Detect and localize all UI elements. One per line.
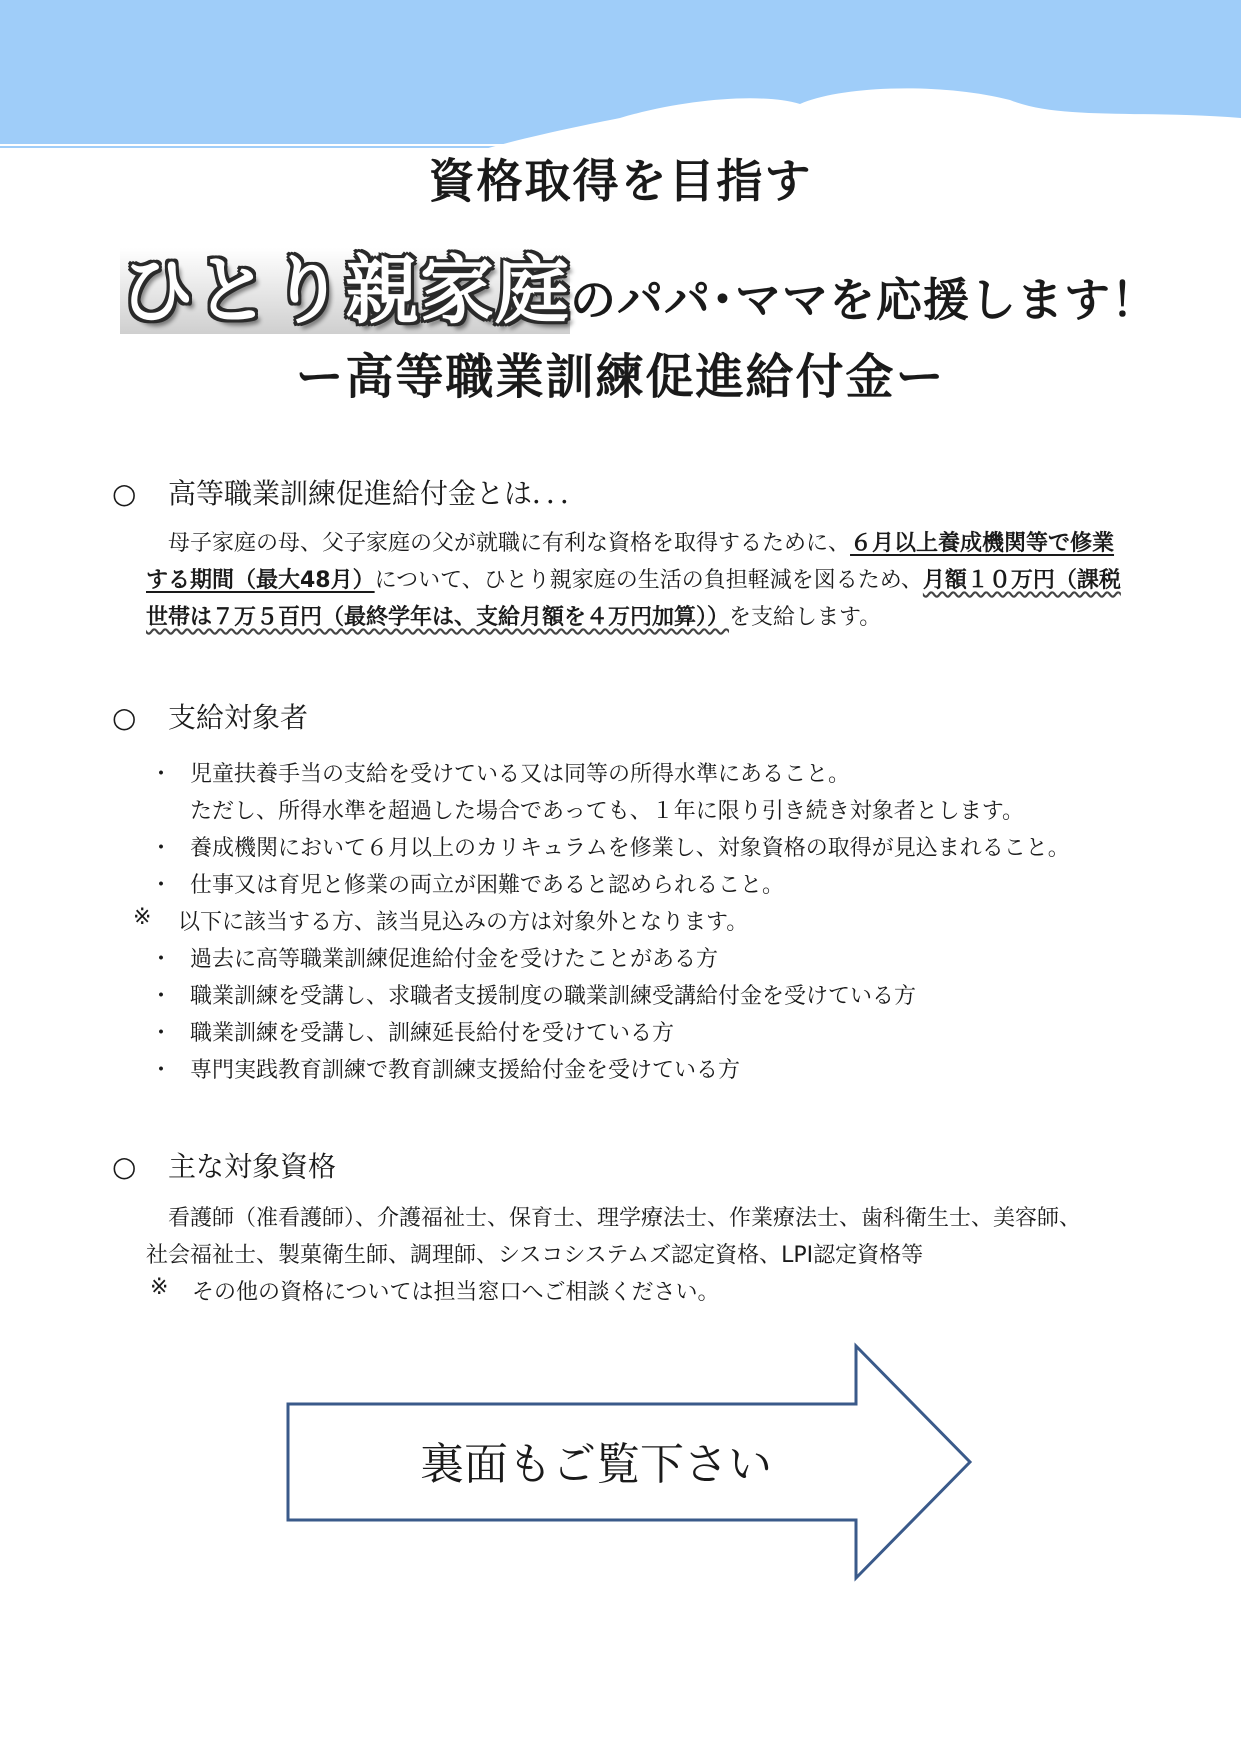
qualifications-line-2: 社会福祉士、製菓衛生師、調理師、シスコシステムズ認定資格、LPI認定資格等: [146, 1243, 924, 1268]
qualifications-line-1: 看護師（准看護師）、介護福祉士、保育士、理学療法士、作業療法士、歯科衛生士、美容師、: [168, 1206, 1082, 1231]
excluded-item: 専門実践教育訓練で教育訓練支援給付金を受けている方: [190, 1058, 741, 1083]
eligibility-item: 仕事又は育児と修業の両立が困難であると認められること。: [190, 873, 785, 898]
see-back-label: 裏面もご覧下さい: [420, 1439, 772, 1490]
excluded-item: 職業訓練を受講し、訓練延長給付を受けている方: [190, 1021, 675, 1046]
about-highlight-period: ６月以上養成機関等で修業する期間（最大48月）: [146, 531, 1115, 593]
eligibility-item: ただし、所得水準を超過した場合であっても、１年に限り引き続き対象者とします。: [190, 799, 1025, 824]
sky-cloud-background: [0, 0, 1241, 260]
title-line-3: ー高等職業訓練促進給付金ー: [295, 349, 946, 405]
about-text-c: について、ひとり親家庭の生活の負担軽減を図るため、: [374, 568, 923, 593]
excluded-item: 職業訓練を受講し、求職者支援制度の職業訓練受講給付金を受けている方: [190, 984, 917, 1009]
qualifications-note: その他の資格については担当窓口へご相談ください。: [192, 1280, 720, 1305]
eligibility-item: 児童扶養手当の支給を受けている又は同等の所得水準にあること。: [190, 762, 851, 787]
excluded-item: 過去に高等職業訓練促進給付金を受けたことがある方: [190, 947, 719, 972]
bullet-mark: ・: [150, 984, 173, 1009]
bullet-mark: ・: [150, 947, 173, 972]
exclusion-note: 以下に該当する方、該当見込みの方は対象外となります。: [178, 910, 749, 935]
title-line-2: [120, 232, 1158, 338]
about-text-e: を支給します。: [729, 605, 882, 630]
section-heading-about: [112, 472, 588, 512]
note-mark: ※: [133, 905, 152, 930]
section-heading-text: 高等職業訓練促進給付金とは．．．: [168, 477, 589, 510]
circle-mark: ○: [112, 701, 137, 734]
circle-mark: ○: [112, 477, 137, 510]
section-heading-text: 支給対象者: [168, 701, 309, 734]
title-emphasis: ひとり親家庭: [120, 248, 570, 334]
bullet-mark: ・: [150, 873, 173, 898]
section-heading-qualifications: [112, 1145, 336, 1185]
title-line-2-rest: のパパ･ママを応援します！: [570, 273, 1158, 327]
bullet-mark: ・: [150, 1021, 173, 1046]
circle-mark: ○: [112, 1150, 137, 1183]
bullet-mark: ・: [150, 762, 173, 787]
bullet-mark: ・: [150, 836, 173, 861]
title-line-1: 資格取得を目指す: [428, 154, 813, 208]
section-heading-eligibility: [112, 696, 308, 736]
section-about-paragraph: [146, 525, 1136, 636]
about-highlight-amount: 月額１０万円（課税世帯は７万５百円（最終学年は、支給月額を４万円加算））: [146, 568, 1121, 630]
about-text-a: 母子家庭の母、父子家庭の父が就職に有利な資格を取得するために、: [168, 531, 851, 556]
eligibility-item: 養成機関において６月以上のカリキュラムを修業し、対象資格の取得が見込まれること。: [190, 836, 1070, 861]
bullet-mark: ・: [150, 1058, 173, 1083]
note-mark: ※: [150, 1275, 169, 1300]
section-heading-text: 主な対象資格: [168, 1150, 337, 1183]
